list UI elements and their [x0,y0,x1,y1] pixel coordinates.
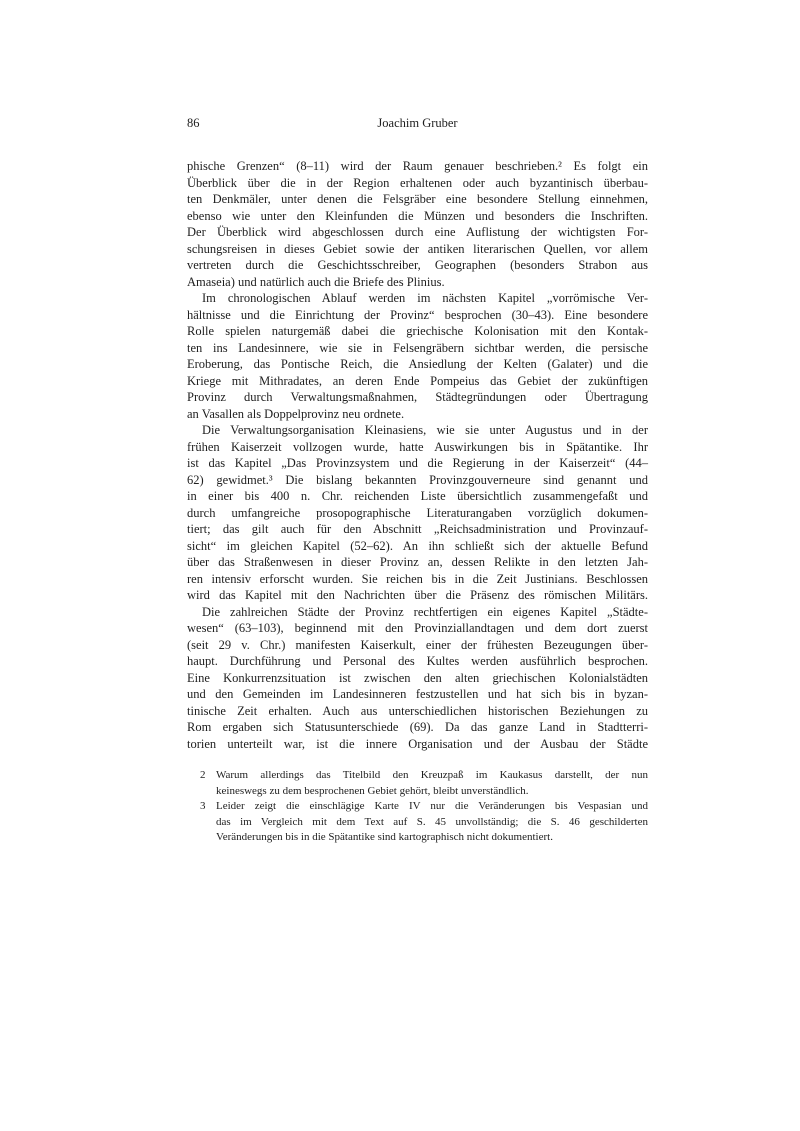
paragraph-4-line-8: Rom ergaben sich Statusunterschiede (69). Da das ganze Land in Stadtterri- [187,720,648,734]
paragraph-2-line-1: Im chronologischen Ablauf werden im nächsten Kapitel „vorrömische Ver- [202,291,648,305]
paragraph-4-line-6: und den Gemeinden im Landesinneren festzustellen und hat sich bis in byzan- [187,687,648,701]
paragraph-3-line-10: ren intensiv erforscht wurden. Sie reichen bis in die Zeit Justinians. Beschlossen [187,571,648,586]
paragraph-3-line-5: in einer bis 400 n. Chr. reichenden Liste übersichtlich zusammengefaßt und [187,489,648,503]
paragraph-3-line-9: über das Straßenwesen in dieser Provinz an, dessen Relikte in den letzten Jah- [187,555,648,569]
paragraph-4-line-3: (seit 29 v. Chr.) manifesten Kaiserkult, einer der frühesten Bezeugungen über- [187,637,648,652]
paragraph-1-line-2: Überblick über die in der Region erhaltenen oder auch byzantinisch überbau- [187,175,648,190]
paragraph-3-line-2: frühen Kaiserzeit vollzogen wurde, hatte Auswirkungen bis in Spätantike. Ihr [187,439,648,454]
paragraph-2-line-4: ten ins Landesinnere, wie sie in Felsengräbern sichtbar werden, die persische [187,340,648,355]
footnote-2-line-1: 2 Warum allerdings das Titelbild den Kreuzpaß im Kaukasus darstellt, der nun [187,768,648,784]
paragraph-1-line-8: Amaseia) und natürlich auch die Briefe des Plinius. [187,274,445,289]
paragraph-2-line-7: Provinz durch Verwaltungsmaßnahmen, Städtegründungen oder Übertragung [187,390,648,404]
paragraph-3-line-6: durch umfangreiche prosopographische Literaturangaben vorzüglich dokumen- [187,505,648,520]
paragraph-3-line-4: 62) gewidmet.³ Die bislang bekannten Provinzgouverneure sind genannt und [187,472,648,487]
running-header [187,115,648,131]
paragraph-4-line-2: wesen“ (63–103), beginnend mit den Provinziallandtagen und dem dort zuerst [187,621,648,635]
paragraph-4-line-1: Die zahlreichen Städte der Provinz rechtfertigen ein eigenes Kapitel „Städte- [202,604,648,619]
paragraph-2-line-6: Kriege mit Mithradates, an deren Ende Pompeius das Gebiet der zukünftigen [187,373,648,388]
paragraph-3-line-11: wird das Kapitel mit den Nachrichten über die Präsenz des römischen Militärs. [187,588,648,602]
paragraph-1-line-3: ten Denkmäler, unter denen die Felsgräber eine besondere Stellung einnehmen, [187,192,648,206]
paragraph-4-line-5: Eine Konkurrenzsituation ist zwischen den alten griechischen Kolonialstädten [187,670,648,685]
footnote-2-line-2: keineswegs zu dem besprochenen Gebiet gehört, bleibt unverständlich. [216,784,529,797]
paragraph-1-line-1: phische Grenzen“ (8–11) wird der Raum genauer beschrieben.² Es folgt ein [187,159,648,173]
paragraph-2-line-8: an Vasallen als Doppelprovinz neu ordnete. [187,406,405,421]
footnote-3-line-1: 3 Leider zeigt die einschlägige Karte IV nur die Veränderungen bis Vespasian und [187,799,648,815]
body-text [187,158,648,752]
paragraph-1-line-5: Der Überblick wird abgeschlossen durch eine Auflistung der wichtigsten For- [187,225,648,239]
paragraph-4-line-9: torien unterteilt war, ist die innere Organisation und der Ausbau der Städte [187,736,648,751]
paragraph-3-line-1: Die Verwaltungsorganisation Kleinasiens, wie sie unter Augustus und in der [202,423,648,437]
page-number: 86 [187,116,200,130]
paragraph-3-line-3: ist das Kapitel „Das Provinzsystem und die Regierung in der Kaiserzeit“ (44– [187,456,648,470]
text-column [187,115,648,846]
paragraph-3-line-7: tiert; das gilt auch für den Abschnitt „Reichsadministration und Provinzauf- [187,522,648,536]
paragraph-4-line-7: tinische Zeit erhalten. Auch aus unterschiedlichen historischen Beziehungen zu [187,703,648,718]
footnote-3-line-3: Veränderungen bis in die Spätantike sind kartographisch nicht dokumentiert. [216,831,553,843]
paragraph-2-line-2: hältnisse und die Einrichtung der Provinz“ besprochen (30–43). Eine besondere [187,307,648,322]
paragraph-1-line-7: vertreten durch die Geschichtsschreiber, Geographen (besonders Strabon aus [187,258,648,272]
paragraph-2-line-3: Rolle spielen naturgemäß dabei die griechische Kolonisation mit den Kontak- [187,324,648,338]
footnotes [187,768,648,846]
paragraph-1-line-6: schungsreisen in dieses Gebiet sowie der antiken literarischen Quellen, vor allem [187,241,648,256]
paragraph-2-line-5: Eroberung, das Pontische Reich, die Ansiedlung der Kelten (Galater) und die [187,357,648,371]
footnote-number: 2 [200,769,206,781]
paragraph-1-line-4: ebenso wie unter den Kleinfunden die Münzen und besonders die Inschriften. [187,208,648,223]
running-head-author: Joachim Gruber [377,116,458,130]
footnote-number: 3 [200,800,206,812]
paragraph-3-line-8: sicht“ im gleichen Kapitel (52–62). An ihn schließt sich der aktuelle Befund [187,538,648,553]
paragraph-4-line-4: haupt. Durchführung und Personal des Kultes werden ausführlich besprochen. [187,654,648,668]
footnote-3-line-2: das im Vergleich mit dem Text auf S. 45 unvollständig; die S. 46 geschilderten [216,815,648,828]
